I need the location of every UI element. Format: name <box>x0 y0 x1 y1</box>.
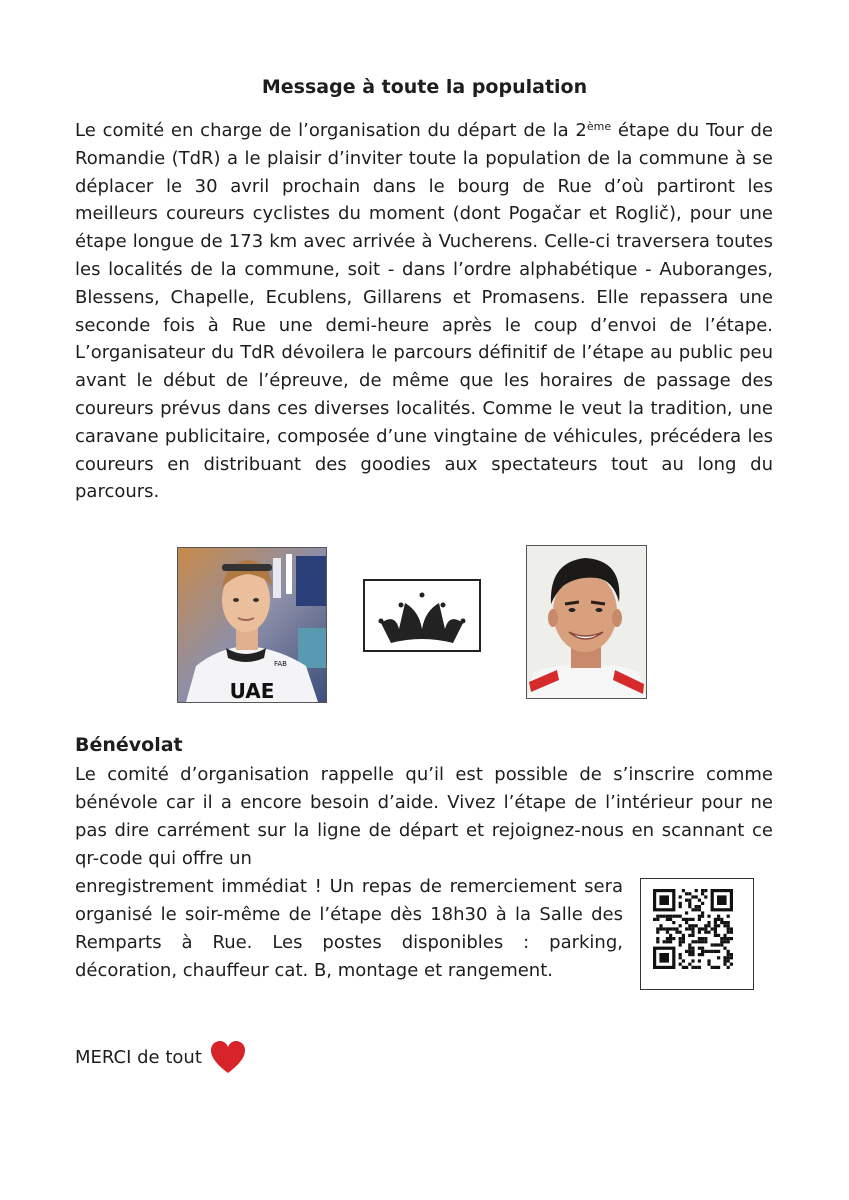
section-title-benevolat: Bénévolat <box>75 734 183 756</box>
volunteer-paragraph: Le comité d’organisation rappelle qu’il est possible de s’inscrire comme bénévole car il a encore besoin d’aide. Vivez l’étape de l’intérieur pour ne pas dire carrément sur la ligne de départ et rejoignez-nous en scannant ce qr-code qui offre un <box>75 764 773 869</box>
crown-icon <box>365 581 479 650</box>
heart-icon <box>210 1040 246 1074</box>
jersey-text: UAE <box>229 679 275 702</box>
closing-line <box>75 1040 246 1074</box>
volunteer-paragraph-continued: enregistrement immédiat ! Un repas de remerciement sera organisé le soir-même de l’étape dès 18h30 à la Salle des Remparts à Rue. Les postes disponibles : parking, décoration, chauffeur cat. B, montage et rangement. <box>75 876 623 981</box>
merci-text: MERCI de tout <box>75 1046 202 1068</box>
intro-paragraph: Le comité en charge de l’organisation du départ de la 2ème étape du Tour de Romandie (TdR) a le plaisir d’inviter toute la population de la commune à se déplacer le 30 avril prochain dans le bourg de Rue d’où partiront les meilleurs coureurs cyclistes du moment (dont Pogačar et Roglič), pour une étape longue de 173 km avec arrivée à Vucherens. Celle-ci traversera toutes les localités de la commune, soit - dans l’ordre alphabétique - Auboranges, Blessens, Chapelle, Ecublens, Gillarens et Promasens. Elle repassera une seconde fois à Rue une demi-heure après le coup d’envoi de l’étape. L’organisateur du TdR dévoilera le parcours définitif de l’étape au public peu avant le début de l’épreuve, de même que les horaires de passage des coureurs prévus dans ces diverses localités. Comme le veut la tradition, une caravane publicitaire, composée d’une vingtaine de véhicules, précédera les coureurs en distribuant des goodies aux spectateurs tout au long du parcours. <box>75 120 773 503</box>
rider-photo-roglic <box>526 545 647 699</box>
qr-code-icon <box>641 879 753 989</box>
page-title: Message à toute la population <box>261 76 588 98</box>
crown-box <box>363 579 481 652</box>
jersey-logo-text: FAB <box>274 660 287 668</box>
rider-photo-pogacar <box>177 547 327 703</box>
qr-code[interactable] <box>640 878 754 990</box>
